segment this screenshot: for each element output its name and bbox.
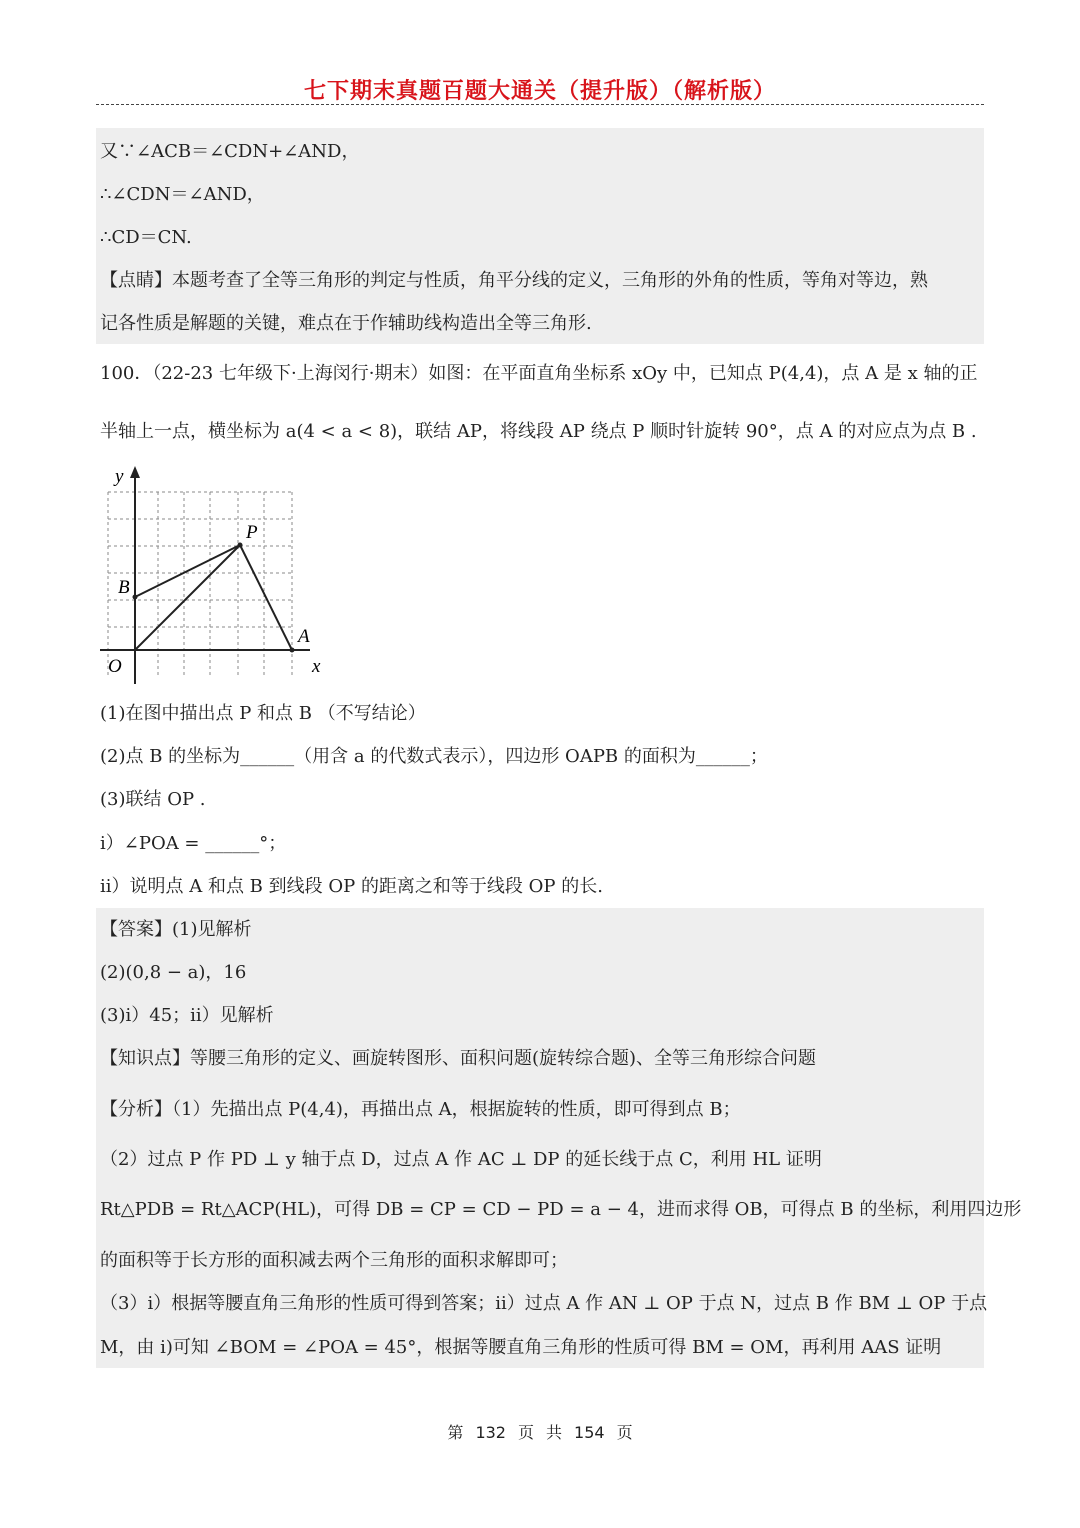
- analysis-line-3: Rt△PDB = Rt△ACP(HL)，可得 DB = CP = CD − PD = a − 4，进而求得 OB，可得点 B 的坐标，利用四边形: [100, 1199, 1022, 1220]
- point-P: [238, 543, 243, 548]
- point-B: [133, 595, 138, 600]
- segments: [135, 545, 292, 650]
- footer-page-number: 132: [475, 1423, 506, 1442]
- prev-line-3: ∴CD＝CN.: [100, 227, 192, 248]
- answer-line-3: (3)i）45；ii）见解析: [100, 1005, 274, 1026]
- problem-line-1: 100．（22-23 七年级下·上海闵行·期末）如图：在平面直角坐标系 xOy 中，已知点 P(4,4)，点 A 是 x 轴的正: [100, 363, 978, 384]
- page-footer: [0, 1420, 1080, 1443]
- label-A: A: [298, 626, 310, 647]
- coordinate-figure: [100, 462, 340, 694]
- footer-word-di: 第: [447, 1423, 464, 1442]
- label-O: O: [108, 656, 122, 677]
- answer-line-1: 【答案】(1)见解析: [100, 919, 252, 940]
- axes: [100, 472, 310, 684]
- answer-line-2: (2)(0,8 − a)，16: [100, 962, 247, 983]
- prev-line-1: 又∵∠ACB＝∠CDN+∠AND，: [100, 141, 360, 162]
- footer-word-gong: 共: [546, 1423, 563, 1442]
- prev-line-2: ∴∠CDN＝∠AND，: [100, 184, 265, 205]
- prev-comment-line-2: 记各性质是解题的关键，难点在于作辅助线构造出全等三角形.: [100, 313, 592, 334]
- footer-word-ye: 页: [517, 1423, 534, 1442]
- footer-word-ye-2: 页: [616, 1423, 633, 1442]
- footer-total-pages: 154: [574, 1423, 605, 1442]
- label-B: B: [118, 577, 130, 598]
- header-divider: [96, 104, 984, 105]
- knowledge-points: 【知识点】等腰三角形的定义、画旋转图形、面积问题(旋转综合题)、全等三角形综合问题: [100, 1048, 817, 1069]
- label-y: y: [115, 466, 124, 487]
- question-3-i: i）∠POA = ______°；: [100, 833, 287, 854]
- analysis-line-4: 的面积等于长方形的面积减去两个三角形的面积求解即可；: [100, 1250, 568, 1271]
- problem-line-2: 半轴上一点，横坐标为 a(4 < a < 8)，联结 AP，将线段 AP 绕点 P 顺时针旋转 90°，点 A 的对应点为点 B .: [100, 421, 977, 442]
- label-P: P: [246, 522, 258, 543]
- analysis-line-1: 【分析】（1）先描出点 P(4,4)，再描出点 A，根据旋转的性质，即可得到点 B；: [100, 1099, 741, 1120]
- label-x: x: [312, 656, 321, 677]
- question-3: (3)联结 OP .: [100, 789, 206, 810]
- analysis-line-5: （3）i）根据等腰直角三角形的性质可得到答案；ii）过点 A 作 AN ⊥ OP 于点 N，过点 B 作 BM ⊥ OP 于点: [100, 1293, 988, 1314]
- y-axis-arrow: [130, 466, 140, 478]
- point-A: [290, 648, 295, 653]
- question-2: (2)点 B 的坐标为______（用含 a 的代数式表示），四边形 OAPB 的面积为______；: [100, 746, 768, 767]
- page-header-title: 七下期末真题百题大通关（提升版）（解析版）: [303, 78, 776, 104]
- analysis-line-6: M，由 i)可知 ∠BOM = ∠POA = 45°，根据等腰直角三角形的性质可得 BM = OM，再利用 AAS 证明: [100, 1337, 942, 1358]
- prev-comment-line-1: 【点睛】本题考查了全等三角形的判定与性质，角平分线的定义，三角形的外角的性质，等角对等边，熟: [100, 270, 928, 291]
- question-1: (1)在图中描出点 P 和点 B （不写结论）: [100, 703, 426, 724]
- analysis-line-2: （2）过点 P 作 PD ⊥ y 轴于点 D，过点 A 作 AC ⊥ DP 的延长线于点 C，利用 HL 证明: [100, 1149, 822, 1170]
- question-3-ii: ii）说明点 A 和点 B 到线段 OP 的距离之和等于线段 OP 的长.: [100, 876, 603, 897]
